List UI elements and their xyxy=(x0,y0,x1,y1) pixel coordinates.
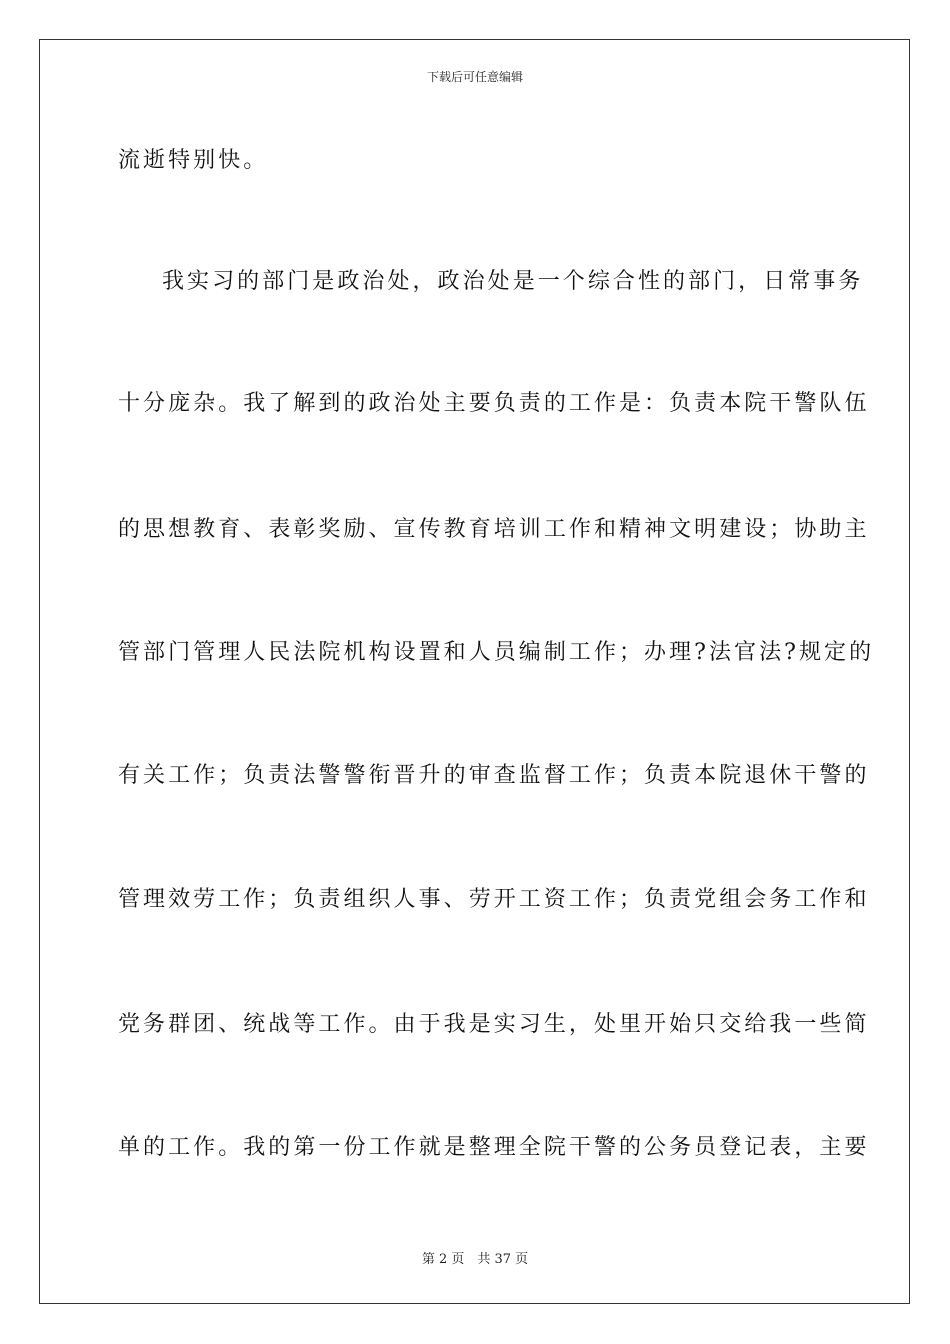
body-line-1: 流逝特别快。 xyxy=(118,148,269,173)
body-line-4: 的思想教育、表彰奖励、宣传教育培训工作和精神文明建设；协助主 xyxy=(118,517,870,542)
body-line-3: 十分庞杂。我了解到的政治处主要负责的工作是：负责本院干警队伍 xyxy=(118,391,870,416)
body-line-2: 我实习的部门是政治处，政治处是一个综合性的部门，日常事务 xyxy=(162,269,864,294)
body-line-7: 管理效劳工作；负责组织人事、劳开工资工作；负责党组会务工作和 xyxy=(118,887,870,912)
page-border xyxy=(39,39,910,1304)
body-line-9: 单的工作。我的第一份工作就是整理全院干警的公务员登记表，主要 xyxy=(118,1135,870,1160)
body-line-8: 党务群团、统战等工作。由于我是实习生，处里开始只交给我一些简 xyxy=(118,1012,870,1037)
body-line-5: 管部门管理人民法院机构设置和人员编制工作；办理?法官法?规定的 xyxy=(118,640,875,665)
page-footer: 第 2 页 共 37 页 xyxy=(421,1252,529,1267)
page-header: 下载后可任意编辑 xyxy=(426,70,523,84)
body-line-6: 有关工作；负责法警警衔晋升的审查监督工作；负责本院退休干警的 xyxy=(118,763,870,788)
